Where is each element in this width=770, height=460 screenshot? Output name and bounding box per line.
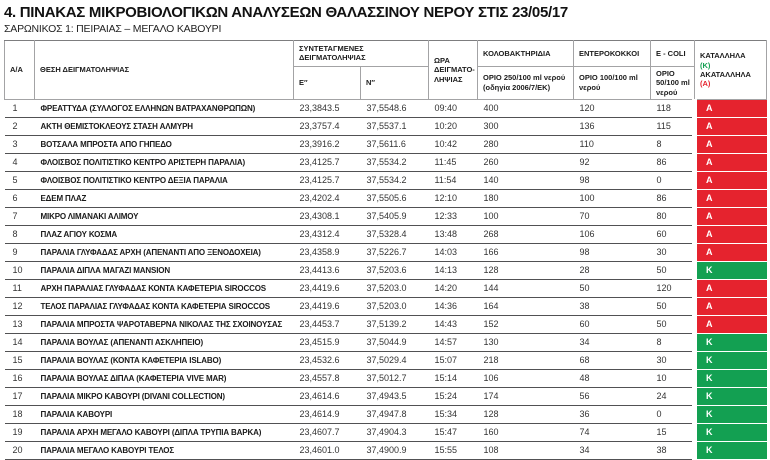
coordinate-n-value: 37,5534.2 bbox=[361, 171, 429, 189]
ecoli-value: 30 bbox=[651, 351, 695, 369]
row-index: 2 bbox=[5, 117, 35, 135]
status-badge: Α bbox=[695, 153, 767, 171]
enterococci-value: 106 bbox=[574, 225, 651, 243]
table-row bbox=[5, 423, 767, 441]
coordinate-n-value: 37,5203.6 bbox=[361, 261, 429, 279]
coordinate-e-value: 23,4202.4 bbox=[294, 189, 361, 207]
table-row bbox=[5, 369, 767, 387]
table-row bbox=[5, 225, 767, 243]
coordinate-n-value: 37,5044.9 bbox=[361, 333, 429, 351]
enterococci-value: 68 bbox=[574, 351, 651, 369]
ecoli-value: 0 bbox=[651, 171, 695, 189]
table-row bbox=[5, 243, 767, 261]
enterococci-value: 110 bbox=[574, 135, 651, 153]
coordinate-e-value: 23,4607.7 bbox=[294, 423, 361, 441]
header-coliforms-limit: ΟΡΙΟ 250/100 ml νερού (οδηγία 2006/7/ΕΚ) bbox=[478, 66, 574, 99]
ecoli-value: 30 bbox=[651, 243, 695, 261]
header-sampling-site: ΘΕΣΗ ΔΕΙΓΜΑΤΟΛΗΨΙΑΣ bbox=[35, 41, 294, 100]
coliforms-value: 144 bbox=[478, 279, 574, 297]
table-row bbox=[5, 171, 767, 189]
coliforms-value: 300 bbox=[478, 117, 574, 135]
site-name: ΠΑΡΑΛΙΑ ΜΙΚΡΟ ΚΑΒΟΥΡΙ (DIVANI COLLECTION) bbox=[35, 387, 294, 405]
site-name: ΠΑΡΑΛΙΑ ΑΡΧΗ ΜΕΓΑΛΟ ΚΑΒΟΥΡΙ (ΔΙΠΛΑ ΤΡΥΠΙΑ ΒΑΡΚΑ) bbox=[35, 423, 294, 441]
header-enterococci-limit: ΟΡΙΟ 100/100 ml νερού bbox=[574, 66, 651, 99]
coliforms-value: 152 bbox=[478, 315, 574, 333]
coliforms-value: 218 bbox=[478, 351, 574, 369]
coordinate-e-value: 23,4358.9 bbox=[294, 243, 361, 261]
status-badge: Κ bbox=[695, 441, 767, 459]
coliforms-value: 260 bbox=[478, 153, 574, 171]
coliforms-value: 280 bbox=[478, 135, 574, 153]
ecoli-value: 8 bbox=[651, 135, 695, 153]
coordinate-e-value: 23,4614.6 bbox=[294, 387, 361, 405]
sampling-time-value: 13:48 bbox=[429, 225, 478, 243]
ecoli-value: 115 bbox=[651, 117, 695, 135]
site-name: ΜΙΚΡΟ ΛΙΜΑΝΑΚΙ ΑΛΙΜΟΥ bbox=[35, 207, 294, 225]
coordinate-n-value: 37,4943.5 bbox=[361, 387, 429, 405]
microbiology-analysis-table bbox=[4, 40, 767, 460]
ecoli-value: 50 bbox=[651, 297, 695, 315]
sampling-time-value: 11:54 bbox=[429, 171, 478, 189]
header-sampling-time: ΩΡΑ ΔΕΙΓΜΑΤΟ-ΛΗΨΙΑΣ bbox=[429, 41, 478, 100]
enterococci-value: 70 bbox=[574, 207, 651, 225]
site-name: ΦΛΟΙΣΒΟΣ ΠΟΛΙΤΙΣΤΙΚΟ ΚΕΝΤΡΟ ΑΡΙΣΤΕΡΗ ΠΑΡΑΛΙΑ) bbox=[35, 153, 294, 171]
sampling-time-value: 14:57 bbox=[429, 333, 478, 351]
enterococci-value: 28 bbox=[574, 261, 651, 279]
ecoli-value: 38 bbox=[651, 441, 695, 459]
status-badge: Κ bbox=[695, 387, 767, 405]
coordinate-n-value: 37,5029.4 bbox=[361, 351, 429, 369]
site-name: ΠΑΡΑΛΙΑ ΒΟΥΛΑΣ ΔΙΠΛΑ (ΚΑΦΕΤΕΡΙΑ VIVE MAR) bbox=[35, 369, 294, 387]
row-index: 7 bbox=[5, 207, 35, 225]
header-ecoli-limit: ΟΡΙΟ 50/100 ml νερού bbox=[651, 66, 695, 99]
status-badge: Α bbox=[695, 243, 767, 261]
row-index: 15 bbox=[5, 351, 35, 369]
enterococci-value: 60 bbox=[574, 315, 651, 333]
ecoli-value: 80 bbox=[651, 207, 695, 225]
table-row bbox=[5, 279, 767, 297]
coliforms-value: 130 bbox=[478, 333, 574, 351]
row-index: 18 bbox=[5, 405, 35, 423]
coordinate-n-value: 37,5537.1 bbox=[361, 117, 429, 135]
coliforms-value: 268 bbox=[478, 225, 574, 243]
table-row bbox=[5, 315, 767, 333]
enterococci-value: 92 bbox=[574, 153, 651, 171]
site-name: ΠΑΡΑΛΙΑ ΒΟΥΛΑΣ (ΑΠΕΝΑΝΤΙ ΑΣΚΛΗΠΕΙΟ) bbox=[35, 333, 294, 351]
ecoli-value: 86 bbox=[651, 189, 695, 207]
row-index: 10 bbox=[5, 261, 35, 279]
coliforms-value: 140 bbox=[478, 171, 574, 189]
ecoli-value: 10 bbox=[651, 369, 695, 387]
status-badge: Κ bbox=[695, 423, 767, 441]
site-name: ΠΑΡΑΛΙΑ ΚΑΒΟΥΡΙ bbox=[35, 405, 294, 423]
page-subtitle: ΣΑΡΩΝΙΚΟΣ 1: ΠΕΙΡΑΙΑΣ – ΜΕΓΑΛΟ ΚΑΒΟΥΡΙ bbox=[4, 23, 222, 35]
site-name: ΠΑΡΑΛΙΑ ΜΠΡΟΣΤΑ ΨΑΡΟΤΑΒΕΡΝΑ ΝΙΚΟΛΑΣ ΤΗΣ ΣΧΟΙΝΟΥΣΑΣ bbox=[35, 315, 294, 333]
site-name: ΦΛΟΙΣΒΟΣ ΠΟΛΙΤΙΣΤΙΚΟ ΚΕΝΤΡΟ ΔΕΞΙΑ ΠΑΡΑΛΙΑ bbox=[35, 171, 294, 189]
row-index: 17 bbox=[5, 387, 35, 405]
coordinate-e-value: 23,4532.6 bbox=[294, 351, 361, 369]
coordinate-e-value: 23,4614.9 bbox=[294, 405, 361, 423]
header-enterococci: ΕΝΤΕΡΟΚΟΚΚΟΙ bbox=[574, 41, 651, 67]
enterococci-value: 98 bbox=[574, 171, 651, 189]
ecoli-value: 50 bbox=[651, 261, 695, 279]
sampling-time-value: 12:33 bbox=[429, 207, 478, 225]
row-index: 13 bbox=[5, 315, 35, 333]
coliforms-value: 100 bbox=[478, 207, 574, 225]
sampling-time-value: 15:24 bbox=[429, 387, 478, 405]
row-index: 4 bbox=[5, 153, 35, 171]
sampling-time-value: 14:36 bbox=[429, 297, 478, 315]
site-name: ΑΚΤΗ ΘΕΜΙΣΤΟΚΛΕΟΥΣ ΣΤΑΣΗ ΑΛΜΥΡΗ bbox=[35, 117, 294, 135]
header-coliforms: ΚΟΛΟΒΑΚΤΗΡΙΔΙΑ bbox=[478, 41, 574, 67]
enterococci-value: 34 bbox=[574, 441, 651, 459]
status-badge: Κ bbox=[695, 261, 767, 279]
coliforms-value: 108 bbox=[478, 441, 574, 459]
row-index: 6 bbox=[5, 189, 35, 207]
sampling-time-value: 15:34 bbox=[429, 405, 478, 423]
coordinate-n-value: 37,5203.0 bbox=[361, 297, 429, 315]
coordinate-n-value: 37,4900.9 bbox=[361, 441, 429, 459]
coliforms-value: 180 bbox=[478, 189, 574, 207]
header-status-unsuitable-mark: (Α) bbox=[700, 79, 711, 89]
sampling-time-value: 11:45 bbox=[429, 153, 478, 171]
header-status-unsuitable-label: ΑΚΑΤΑΛΛΗΛΑ bbox=[700, 69, 751, 79]
table-row bbox=[5, 333, 767, 351]
ecoli-value: 8 bbox=[651, 333, 695, 351]
site-name: ΠΑΡΑΛΙΑ ΜΕΓΑΛΟ ΚΑΒΟΥΡΙ ΤΕΛΟΣ bbox=[35, 441, 294, 459]
coordinate-e-value: 23,4515.9 bbox=[294, 333, 361, 351]
sampling-time-value: 15:55 bbox=[429, 441, 478, 459]
ecoli-value: 120 bbox=[651, 279, 695, 297]
enterococci-value: 50 bbox=[574, 279, 651, 297]
row-index: 9 bbox=[5, 243, 35, 261]
enterococci-value: 48 bbox=[574, 369, 651, 387]
row-index: 8 bbox=[5, 225, 35, 243]
sampling-time-value: 09:40 bbox=[429, 99, 478, 117]
coordinate-e-value: 23,4601.0 bbox=[294, 441, 361, 459]
coordinate-n-value: 37,5226.7 bbox=[361, 243, 429, 261]
row-index: 12 bbox=[5, 297, 35, 315]
coliforms-value: 106 bbox=[478, 369, 574, 387]
sampling-time-value: 10:20 bbox=[429, 117, 478, 135]
coordinate-n-value: 37,5012.7 bbox=[361, 369, 429, 387]
coordinate-n-value: 37,5328.4 bbox=[361, 225, 429, 243]
coliforms-value: 128 bbox=[478, 405, 574, 423]
site-name: ΠΑΡΑΛΙΑ ΔΙΠΛΑ ΜΑΓΑΖΙ MANSION bbox=[35, 261, 294, 279]
enterococci-value: 74 bbox=[574, 423, 651, 441]
enterococci-value: 38 bbox=[574, 297, 651, 315]
status-badge: Α bbox=[695, 225, 767, 243]
coordinate-e-value: 23,4453.7 bbox=[294, 315, 361, 333]
ecoli-value: 118 bbox=[651, 99, 695, 117]
coordinate-e-value: 23,4557.8 bbox=[294, 369, 361, 387]
header-status-suitable-label: ΚΑΤΑΛΛΗΛΑ bbox=[700, 51, 746, 61]
status-badge: Α bbox=[695, 99, 767, 117]
coliforms-value: 174 bbox=[478, 387, 574, 405]
coordinate-e-value: 23,4125.7 bbox=[294, 153, 361, 171]
coordinate-e-value: 23,4125.7 bbox=[294, 171, 361, 189]
sampling-time-value: 14:43 bbox=[429, 315, 478, 333]
coordinate-n-value: 37,4947.8 bbox=[361, 405, 429, 423]
row-index: 19 bbox=[5, 423, 35, 441]
header-ecoli: E - COLI bbox=[651, 41, 695, 67]
ecoli-value: 0 bbox=[651, 405, 695, 423]
coliforms-value: 166 bbox=[478, 243, 574, 261]
table-row bbox=[5, 207, 767, 225]
status-badge: Κ bbox=[695, 351, 767, 369]
table-row bbox=[5, 135, 767, 153]
enterococci-value: 100 bbox=[574, 189, 651, 207]
enterococci-value: 34 bbox=[574, 333, 651, 351]
coliforms-value: 128 bbox=[478, 261, 574, 279]
site-name: ΕΔΕΜ ΠΛΑΖ bbox=[35, 189, 294, 207]
coliforms-value: 160 bbox=[478, 423, 574, 441]
ecoli-value: 60 bbox=[651, 225, 695, 243]
ecoli-value: 24 bbox=[651, 387, 695, 405]
table-row bbox=[5, 351, 767, 369]
ecoli-value: 15 bbox=[651, 423, 695, 441]
coordinate-n-value: 37,4904.3 bbox=[361, 423, 429, 441]
site-name: ΠΑΡΑΛΙΑ ΒΟΥΛΑΣ (ΚΟΝΤΑ ΚΑΦΕΤΕΡΙΑ ISLABO) bbox=[35, 351, 294, 369]
coordinate-n-value: 37,5548.6 bbox=[361, 99, 429, 117]
status-badge: Κ bbox=[695, 333, 767, 351]
status-badge: Κ bbox=[695, 405, 767, 423]
row-index: 1 bbox=[5, 99, 35, 117]
sampling-time-value: 15:07 bbox=[429, 351, 478, 369]
coordinate-n-value: 37,5405.9 bbox=[361, 207, 429, 225]
row-index: 11 bbox=[5, 279, 35, 297]
table-row bbox=[5, 441, 767, 459]
sampling-time-value: 12:10 bbox=[429, 189, 478, 207]
coliforms-value: 400 bbox=[478, 99, 574, 117]
header-status bbox=[695, 41, 767, 100]
header-coordinate-e: Ε″ bbox=[294, 66, 361, 99]
coordinate-n-value: 37,5203.0 bbox=[361, 279, 429, 297]
enterococci-value: 136 bbox=[574, 117, 651, 135]
coordinate-e-value: 23,3916.2 bbox=[294, 135, 361, 153]
coordinate-e-value: 23,4308.1 bbox=[294, 207, 361, 225]
header-coordinate-n: Ν″ bbox=[361, 66, 429, 99]
sampling-time-value: 14:13 bbox=[429, 261, 478, 279]
enterococci-value: 56 bbox=[574, 387, 651, 405]
coordinate-e-value: 23,4413.6 bbox=[294, 261, 361, 279]
coordinate-n-value: 37,5534.2 bbox=[361, 153, 429, 171]
status-badge: Α bbox=[695, 189, 767, 207]
table-row bbox=[5, 189, 767, 207]
sampling-time-value: 10:42 bbox=[429, 135, 478, 153]
site-name: ΑΡΧΗ ΠΑΡΑΛΙΑΣ ΓΛΥΦΑΔΑΣ ΚΟΝΤΑ ΚΑΦΕΤΕΡΙΑ SIROCCOS bbox=[35, 279, 294, 297]
header-coordinates-group: ΣΥΝΤΕΤΑΓΜΕΝΕΣ ΔΕΙΓΜΑΤΟΛΗΨΙΑΣ bbox=[294, 41, 429, 67]
coordinate-n-value: 37,5139.2 bbox=[361, 315, 429, 333]
row-index: 14 bbox=[5, 333, 35, 351]
status-badge: Κ bbox=[695, 369, 767, 387]
coordinate-n-value: 37,5611.6 bbox=[361, 135, 429, 153]
row-index: 3 bbox=[5, 135, 35, 153]
table-row bbox=[5, 117, 767, 135]
row-index: 16 bbox=[5, 369, 35, 387]
ecoli-value: 86 bbox=[651, 153, 695, 171]
site-name: ΦΡΕΑΤΤΥΔΑ (ΣΥΛΛΟΓΟΣ ΕΛΛΗΝΩΝ ΒΑΤΡΑΧΑΝΘΡΩΠΩΝ) bbox=[35, 99, 294, 117]
table-row bbox=[5, 153, 767, 171]
table-row bbox=[5, 387, 767, 405]
sampling-time-value: 15:47 bbox=[429, 423, 478, 441]
row-index: 5 bbox=[5, 171, 35, 189]
table-row bbox=[5, 261, 767, 279]
coliforms-value: 164 bbox=[478, 297, 574, 315]
enterococci-value: 36 bbox=[574, 405, 651, 423]
ecoli-value: 50 bbox=[651, 315, 695, 333]
sampling-time-value: 15:14 bbox=[429, 369, 478, 387]
site-name: ΒΟΤΣΑΛΑ ΜΠΡΟΣΤΑ ΑΠΟ ΓΗΠΕΔΟ bbox=[35, 135, 294, 153]
table-row bbox=[5, 297, 767, 315]
site-name: ΠΛΑΖ ΑΓΙΟΥ ΚΟΣΜΑ bbox=[35, 225, 294, 243]
coordinate-n-value: 37,5505.6 bbox=[361, 189, 429, 207]
coordinate-e-value: 23,4312.4 bbox=[294, 225, 361, 243]
sampling-time-value: 14:03 bbox=[429, 243, 478, 261]
coordinate-e-value: 23,4419.6 bbox=[294, 279, 361, 297]
row-index: 20 bbox=[5, 441, 35, 459]
status-badge: Α bbox=[695, 279, 767, 297]
status-badge: Α bbox=[695, 207, 767, 225]
enterococci-value: 120 bbox=[574, 99, 651, 117]
page-title: 4. ΠΙΝΑΚΑΣ ΜΙΚΡΟΒΙΟΛΟΓΙΚΩΝ ΑΝΑΛΥΣΕΩΝ ΘΑΛΑΣΣΙΝΟΥ ΝΕΡΟΥ ΣΤΙΣ 23/05/17 bbox=[4, 4, 568, 21]
site-name: ΠΑΡΑΛΙΑ ΓΛΥΦΑΔΑΣ ΑΡΧΗ (ΑΠΕΝΑΝΤΙ ΑΠΟ ΞΕΝΟΔΟΧΕΙΑ) bbox=[35, 243, 294, 261]
site-name: ΤΕΛΟΣ ΠΑΡΑΛΙΑΣ ΓΛΥΦΑΔΑΣ ΚΟΝΤΑ ΚΑΦΕΤΕΡΙΑ SIROCCOS bbox=[35, 297, 294, 315]
status-badge: Α bbox=[695, 297, 767, 315]
status-badge: Α bbox=[695, 171, 767, 189]
coordinate-e-value: 23,3843.5 bbox=[294, 99, 361, 117]
header-index: Α/Α bbox=[5, 41, 35, 100]
status-badge: Α bbox=[695, 135, 767, 153]
coordinate-e-value: 23,4419.6 bbox=[294, 297, 361, 315]
table-row bbox=[5, 405, 767, 423]
sampling-time-value: 14:20 bbox=[429, 279, 478, 297]
header-status-suitable-mark: (Κ) bbox=[700, 60, 711, 70]
enterococci-value: 98 bbox=[574, 243, 651, 261]
status-badge: Α bbox=[695, 117, 767, 135]
coordinate-e-value: 23,3757.4 bbox=[294, 117, 361, 135]
status-badge: Α bbox=[695, 315, 767, 333]
table-row bbox=[5, 99, 767, 117]
